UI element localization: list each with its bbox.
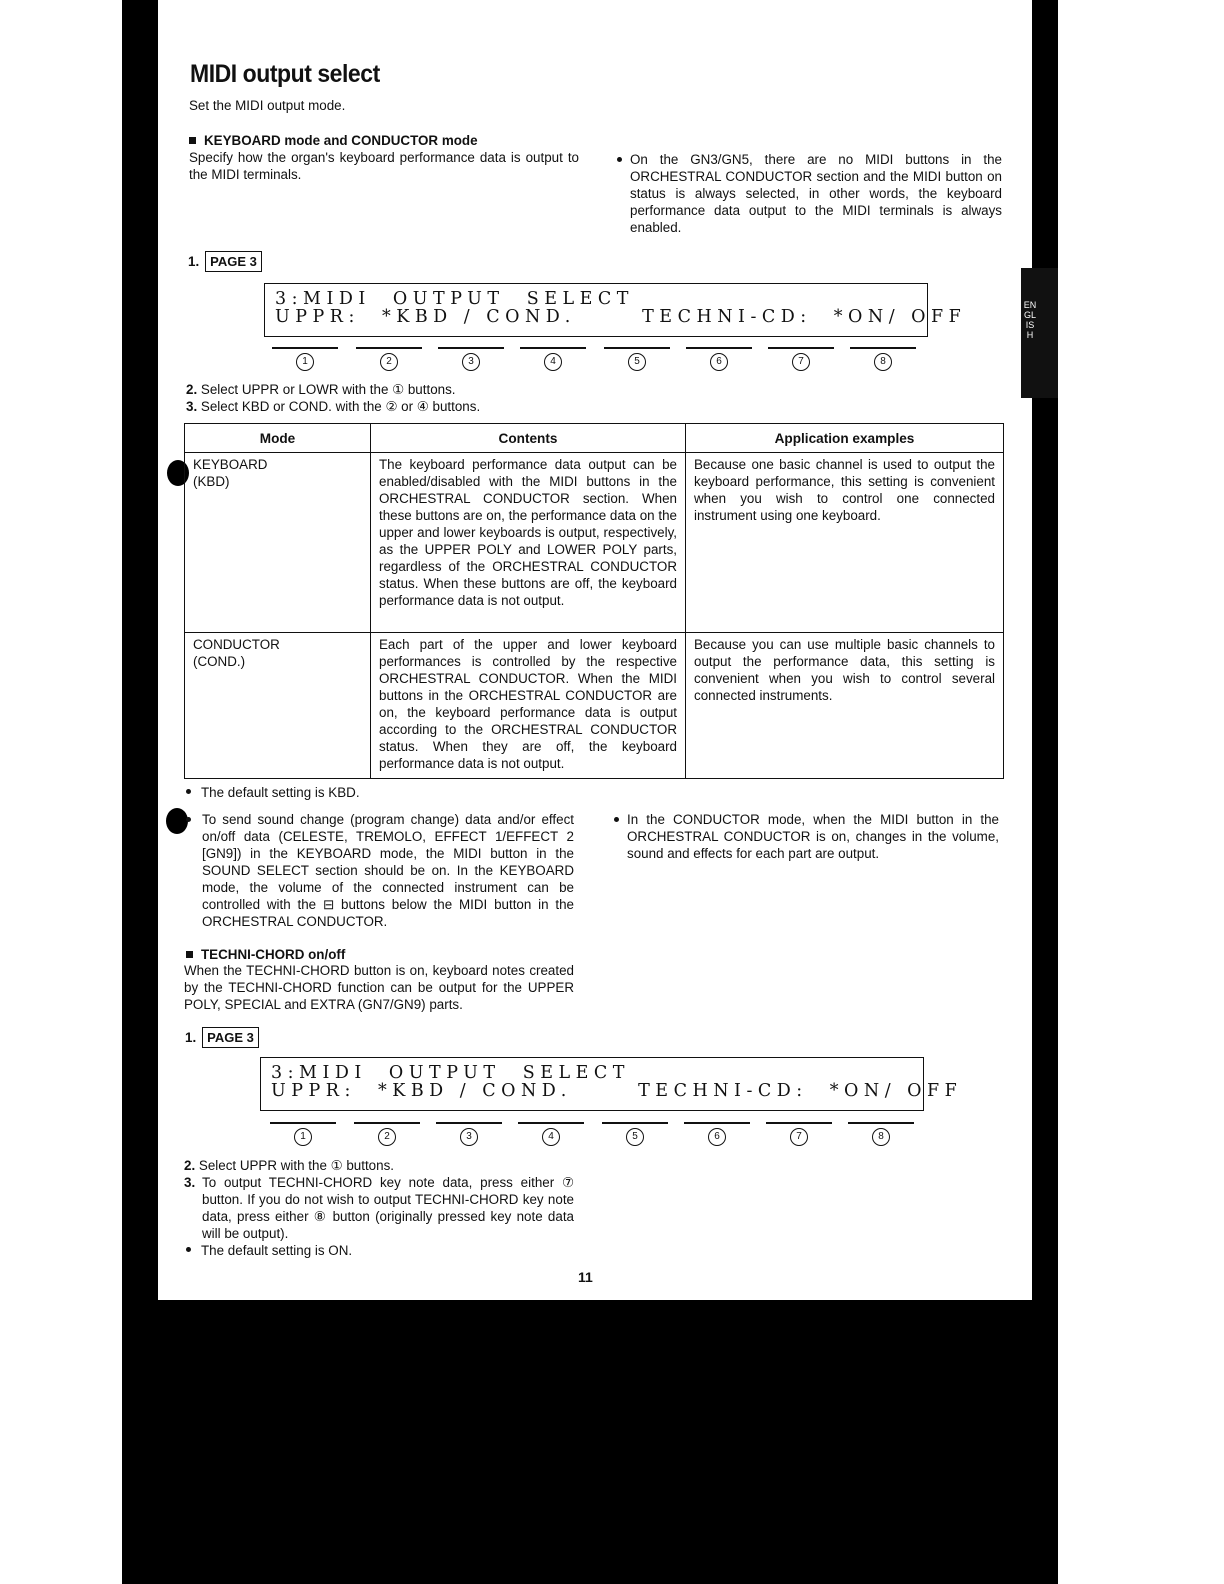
step-2: 2. Select UPPR with the ① buttons. [184, 1158, 394, 1173]
table-row [185, 453, 1004, 633]
step-3: 3. To output TECHNI-CHORD key note data, press either ⑦ button. If you do not wish to output TECHNI-CHORD key note data, press either ⑧ button (originally pressed key note data will be output). [184, 1175, 574, 1241]
page-3-button[interactable]: PAGE 3 [202, 1027, 259, 1048]
lcd-button-5[interactable]: 5 [604, 347, 670, 371]
default-on-note: The default setting is ON. [186, 1242, 352, 1259]
step-3: 3. Select KBD or COND. with the ② or ④ buttons. [186, 399, 481, 414]
step-1: 1. PAGE 3 [185, 1027, 259, 1048]
binder-hole [166, 808, 188, 834]
lcd-button-1[interactable]: 1 [270, 1122, 336, 1146]
lcd-button-7[interactable]: 7 [766, 1122, 832, 1146]
mode-cell: KEYBOARD (KBD) [185, 453, 371, 633]
lcd-line-2: UPPR: *KBD / COND. TECHNI-CD: *ON/ OFF [275, 307, 967, 327]
section-description: Specify how the organ's keyboard performance data is output to the MIDI terminals. [189, 150, 579, 182]
intro-text: Set the MIDI output mode. [189, 98, 346, 113]
lcd-display [260, 1057, 963, 1111]
section-heading: TECHNI-CHORD on/off [186, 946, 345, 963]
lcd-button-4[interactable]: 4 [518, 1122, 584, 1146]
contents-cell: Each part of the upper and lower keyboard performances is controlled by the respective ORCHESTRAL CONDUCTOR. When the MIDI buttons in the ORCHESTRAL CONDUCTOR are on, the keyboard performance data is output according to the ORCHESTRAL CONDUCTOR status. When they are off, the keyboard performance data is not output. [371, 633, 686, 779]
lcd-line-2: UPPR: *KBD / COND. TECHNI-CD: *ON/ OFF [271, 1081, 963, 1101]
lcd-button-row [270, 1122, 920, 1150]
application-cell: Because one basic channel is used to output the keyboard performance, this setting is convenient when you wish to control one connected instrument using one keyboard. [686, 453, 1004, 633]
default-kbd-note: The default setting is KBD. [186, 784, 360, 801]
lcd-line-1: 3:MIDI OUTPUT SELECT [275, 289, 634, 309]
lcd-button-row [272, 347, 922, 375]
lcd-button-3[interactable]: 3 [438, 347, 504, 371]
techni-chord-description: When the TECHNI-CHORD button is on, keyboard notes created by the TECHNI-CHORD function can be output for the UPPER POLY, SPECIAL and EXTRA (GN7/GN9) parts. [184, 963, 574, 1012]
lcd-button-5[interactable]: 5 [602, 1122, 668, 1146]
scan-border-right [1032, 0, 1058, 1584]
header-mode: Mode [185, 424, 371, 453]
header-contents: Contents [371, 424, 686, 453]
contents-cell: The keyboard performance data output can be enabled/disabled with the MIDI buttons in the ORCHESTRAL CONDUCTOR section. When these buttons are on, the performance data on the upper and lower keyboards is output, respectively, as the UPPER POLY and LOWER POLY parts, regardless of the ORCHESTRAL CONDUCTOR status. When these buttons are off, the keyboard performance data is not output. [371, 453, 686, 633]
gn3-gn5-note: On the GN3/GN5, there are no MIDI buttons in the ORCHESTRAL CONDUCTOR section and the MIDI button on status is always selected, in other words, the keyboard performance data output to the MIDI terminals is always enabled. [614, 151, 1002, 236]
conductor-mode-note: In the CONDUCTOR mode, when the MIDI button in the ORCHESTRAL CONDUCTOR is on, changes in the volume, sound and effects for each part are output. [611, 811, 999, 862]
lcd-display [264, 283, 967, 337]
header-application: Application examples [686, 424, 1004, 453]
lcd-button-4[interactable]: 4 [520, 347, 586, 371]
step-1: 1. PAGE 3 [188, 251, 262, 272]
page-3-button[interactable]: PAGE 3 [205, 251, 262, 272]
application-cell: Because you can use multiple basic channels to output the performance data, this setting is convenient when you wish to control several connected instruments. [686, 633, 1004, 779]
page-number: 11 [578, 1269, 593, 1285]
lcd-button-2[interactable]: 2 [356, 347, 422, 371]
lcd-button-7[interactable]: 7 [768, 347, 834, 371]
lcd-line-1: 3:MIDI OUTPUT SELECT [271, 1063, 630, 1083]
lcd-button-6[interactable]: 6 [686, 347, 752, 371]
section-heading: KEYBOARD mode and CONDUCTOR mode [189, 132, 478, 149]
lcd-button-3[interactable]: 3 [436, 1122, 502, 1146]
lcd-button-2[interactable]: 2 [354, 1122, 420, 1146]
mode-table [184, 423, 1004, 779]
scan-border-bottom [122, 1300, 1058, 1584]
lcd-button-8[interactable]: 8 [850, 347, 916, 371]
sound-change-note: To send sound change (program change) data and/or effect on/off data (CELESTE, TREMOLO, EFFECT 1/EFFECT 2 [GN9]) in the KEYBOARD mode, the MIDI button in the SOUND SELECT section should be on. In the KEYBOARD mode, the volume of the connected instrument can be controlled with the ⊟ buttons below the MIDI button in the ORCHESTRAL CONDUCTOR. [186, 811, 574, 930]
language-tab [1021, 268, 1058, 398]
lcd-button-6[interactable]: 6 [684, 1122, 750, 1146]
table-header-row [185, 424, 1004, 453]
page-title: MIDI output select [190, 60, 380, 88]
lcd-button-1[interactable]: 1 [272, 347, 338, 371]
mode-cell: CONDUCTOR (COND.) [185, 633, 371, 779]
step-2: 2. Select UPPR or LOWR with the ① buttons. [186, 382, 456, 397]
lcd-button-8[interactable]: 8 [848, 1122, 914, 1146]
language-tab-label: ENGLISH [1023, 300, 1037, 340]
table-row [185, 633, 1004, 779]
